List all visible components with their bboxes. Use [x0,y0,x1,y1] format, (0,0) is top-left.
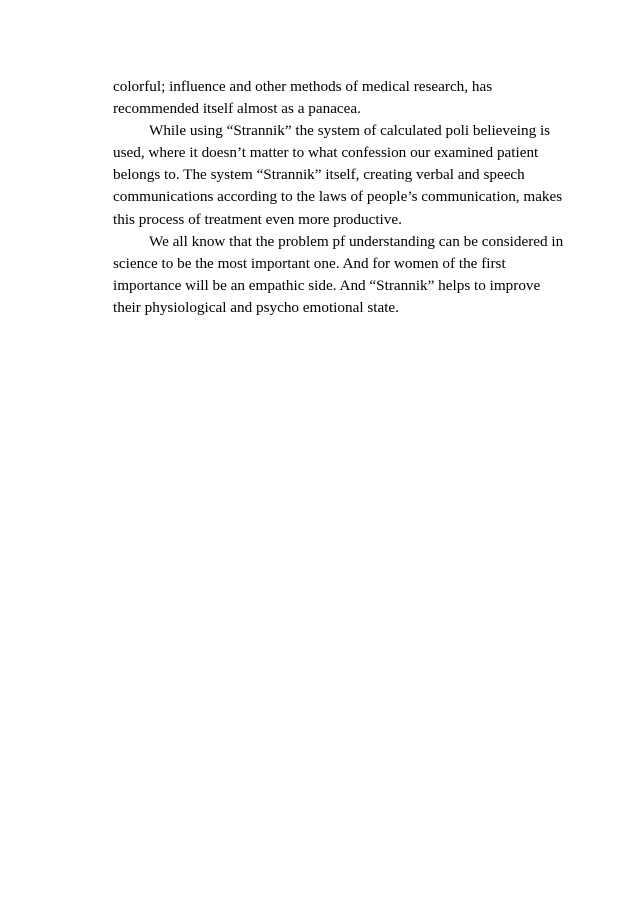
text-line: belongs to. The system “Strannik” itself, creating verbal and speech [113,166,525,184]
paragraph-1 [113,76,533,120]
text-line: communications according to the laws of people’s communication, makes [113,188,563,206]
text-line: We all know that the problem pf understanding can be considered in [149,232,564,250]
text-line: their physiological and psycho emotional state. [113,298,399,316]
body-text [113,76,564,319]
text-line: this process of treatment even more productive. [113,210,402,228]
text-line: colorful; influence and other methods of medical research, has [113,78,493,95]
text-line: science to be the most important one. And for women of the first [113,254,506,272]
text-line: importance will be an empathic side. And “Strannik” helps to improve [113,276,541,294]
text-line: used, where it doesn’t matter to what confession our examined patient [113,144,539,162]
paragraph-3 [113,231,564,319]
text-line: recommended itself almost as a panacea. [113,100,361,118]
text-line: While using “Strannik” the system of calculated poli believeing is [149,122,551,140]
paragraph-2 [113,120,563,230]
